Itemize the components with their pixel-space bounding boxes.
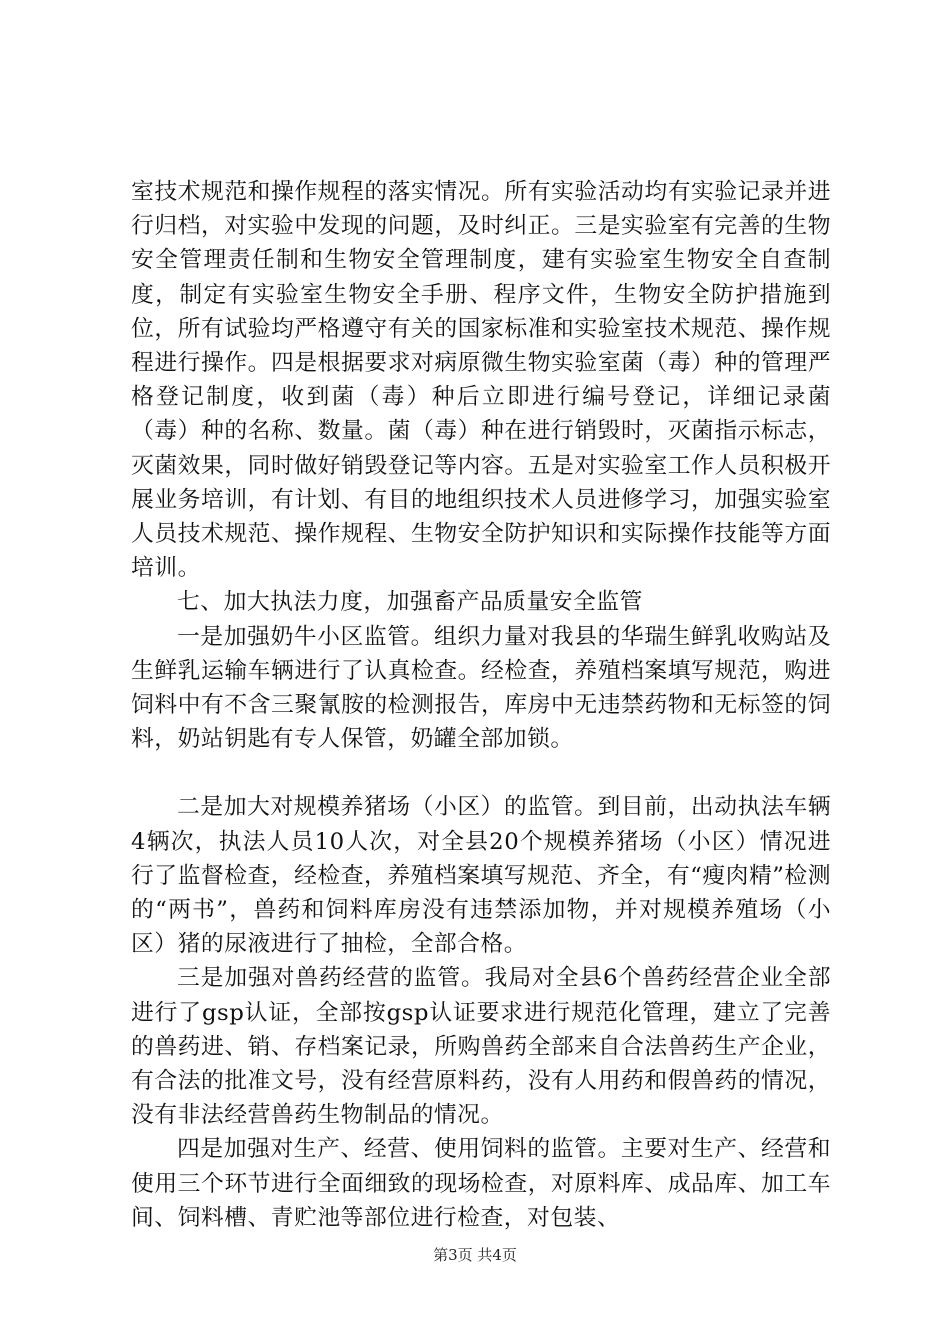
paragraph-feed-supervision: 四是加强对生产、经营、使用饲料的监管。主要对生产、经营和使用三个环节进行全面细致的现场检查，对原料库、成品库、加工车间、饲料槽、青贮池等部位进行检查，对包装、 — [131, 1136, 831, 1231]
paragraph-spacer — [131, 756, 831, 790]
section-heading-enforcement: 七、加大执法力度，加强畜产品质量安全监管 — [177, 589, 643, 616]
paragraph-dairy-supervision: 一是加强奶牛小区监管。组织力量对我县的华瑞生鲜乳收购站及生鲜乳运输车辆进行了认真检查。经检查，养殖档案填写规范，购进饲料中有不含三聚氰胺的检测报告，库房中无违禁药物和无标签的饲料，奶站钥匙有专人保管，奶罐全部加锁。 — [131, 623, 831, 753]
page-number-footer: 第3页 共4页 — [433, 1246, 517, 1264]
paragraph-lab-management: 室技术规范和操作规程的落实情况。所有实验活动均有实验记录并进行归档，对实验中发现的问题，及时纠正。三是实验室有完善的生物安全管理责任制和生物安全管理制度，建有实验室生物安全自查制度，制定有实验室生物安全手册、程序文件，生物安全防护措施到位，所有试验均严格遵守有关的国家标准和实验室技术规范、操作规程进行操作。四是根据要求对病原微生物实验室菌（毒）种的管理严格登记制度，收到菌（毒）种后立即进行编号登记，详细记录菌（毒）种的名称、数量。菌（毒）种在进行销毁时，灭菌指示标志，灭菌效果，同时做好销毁登记等内容。五是对实验室工作人员积极开展业务培训，有计划、有目的地组织技术人员进修学习，加强实验室人员技术规范、操作规程、生物安全防护知识和实际操作技能等方面培训。 — [131, 179, 831, 582]
paragraph-pig-farm-supervision: 二是加大对规模养猪场（小区）的监管。到目前，出动执法车辆4辆次，执法人员10人次，对全县20个规模养猪场（小区）情况进行了监督检查，经检查，养殖档案填写规范、齐全，有“瘦肉精”检测的“两书”，兽药和饲料库房没有违禁添加物，并对规模养殖场（小区）猪的尿液进行了抽检，全部合格。 — [131, 794, 831, 958]
paragraph-veterinary-drug-supervision: 三是加强对兽药经营的监管。我局对全县6个兽药经营企业全部进行了gsp认证，全部按gsp认证要求进行规范化管理，建立了完善的兽药进、销、存档案记录，所购兽药全部来自合法兽药生产企业，有合法的批准文号，没有经营原料药，没有人用药和假兽药的情况，没有非法经营兽药生物制品的情况。 — [131, 965, 831, 1129]
document-body — [131, 175, 831, 1235]
